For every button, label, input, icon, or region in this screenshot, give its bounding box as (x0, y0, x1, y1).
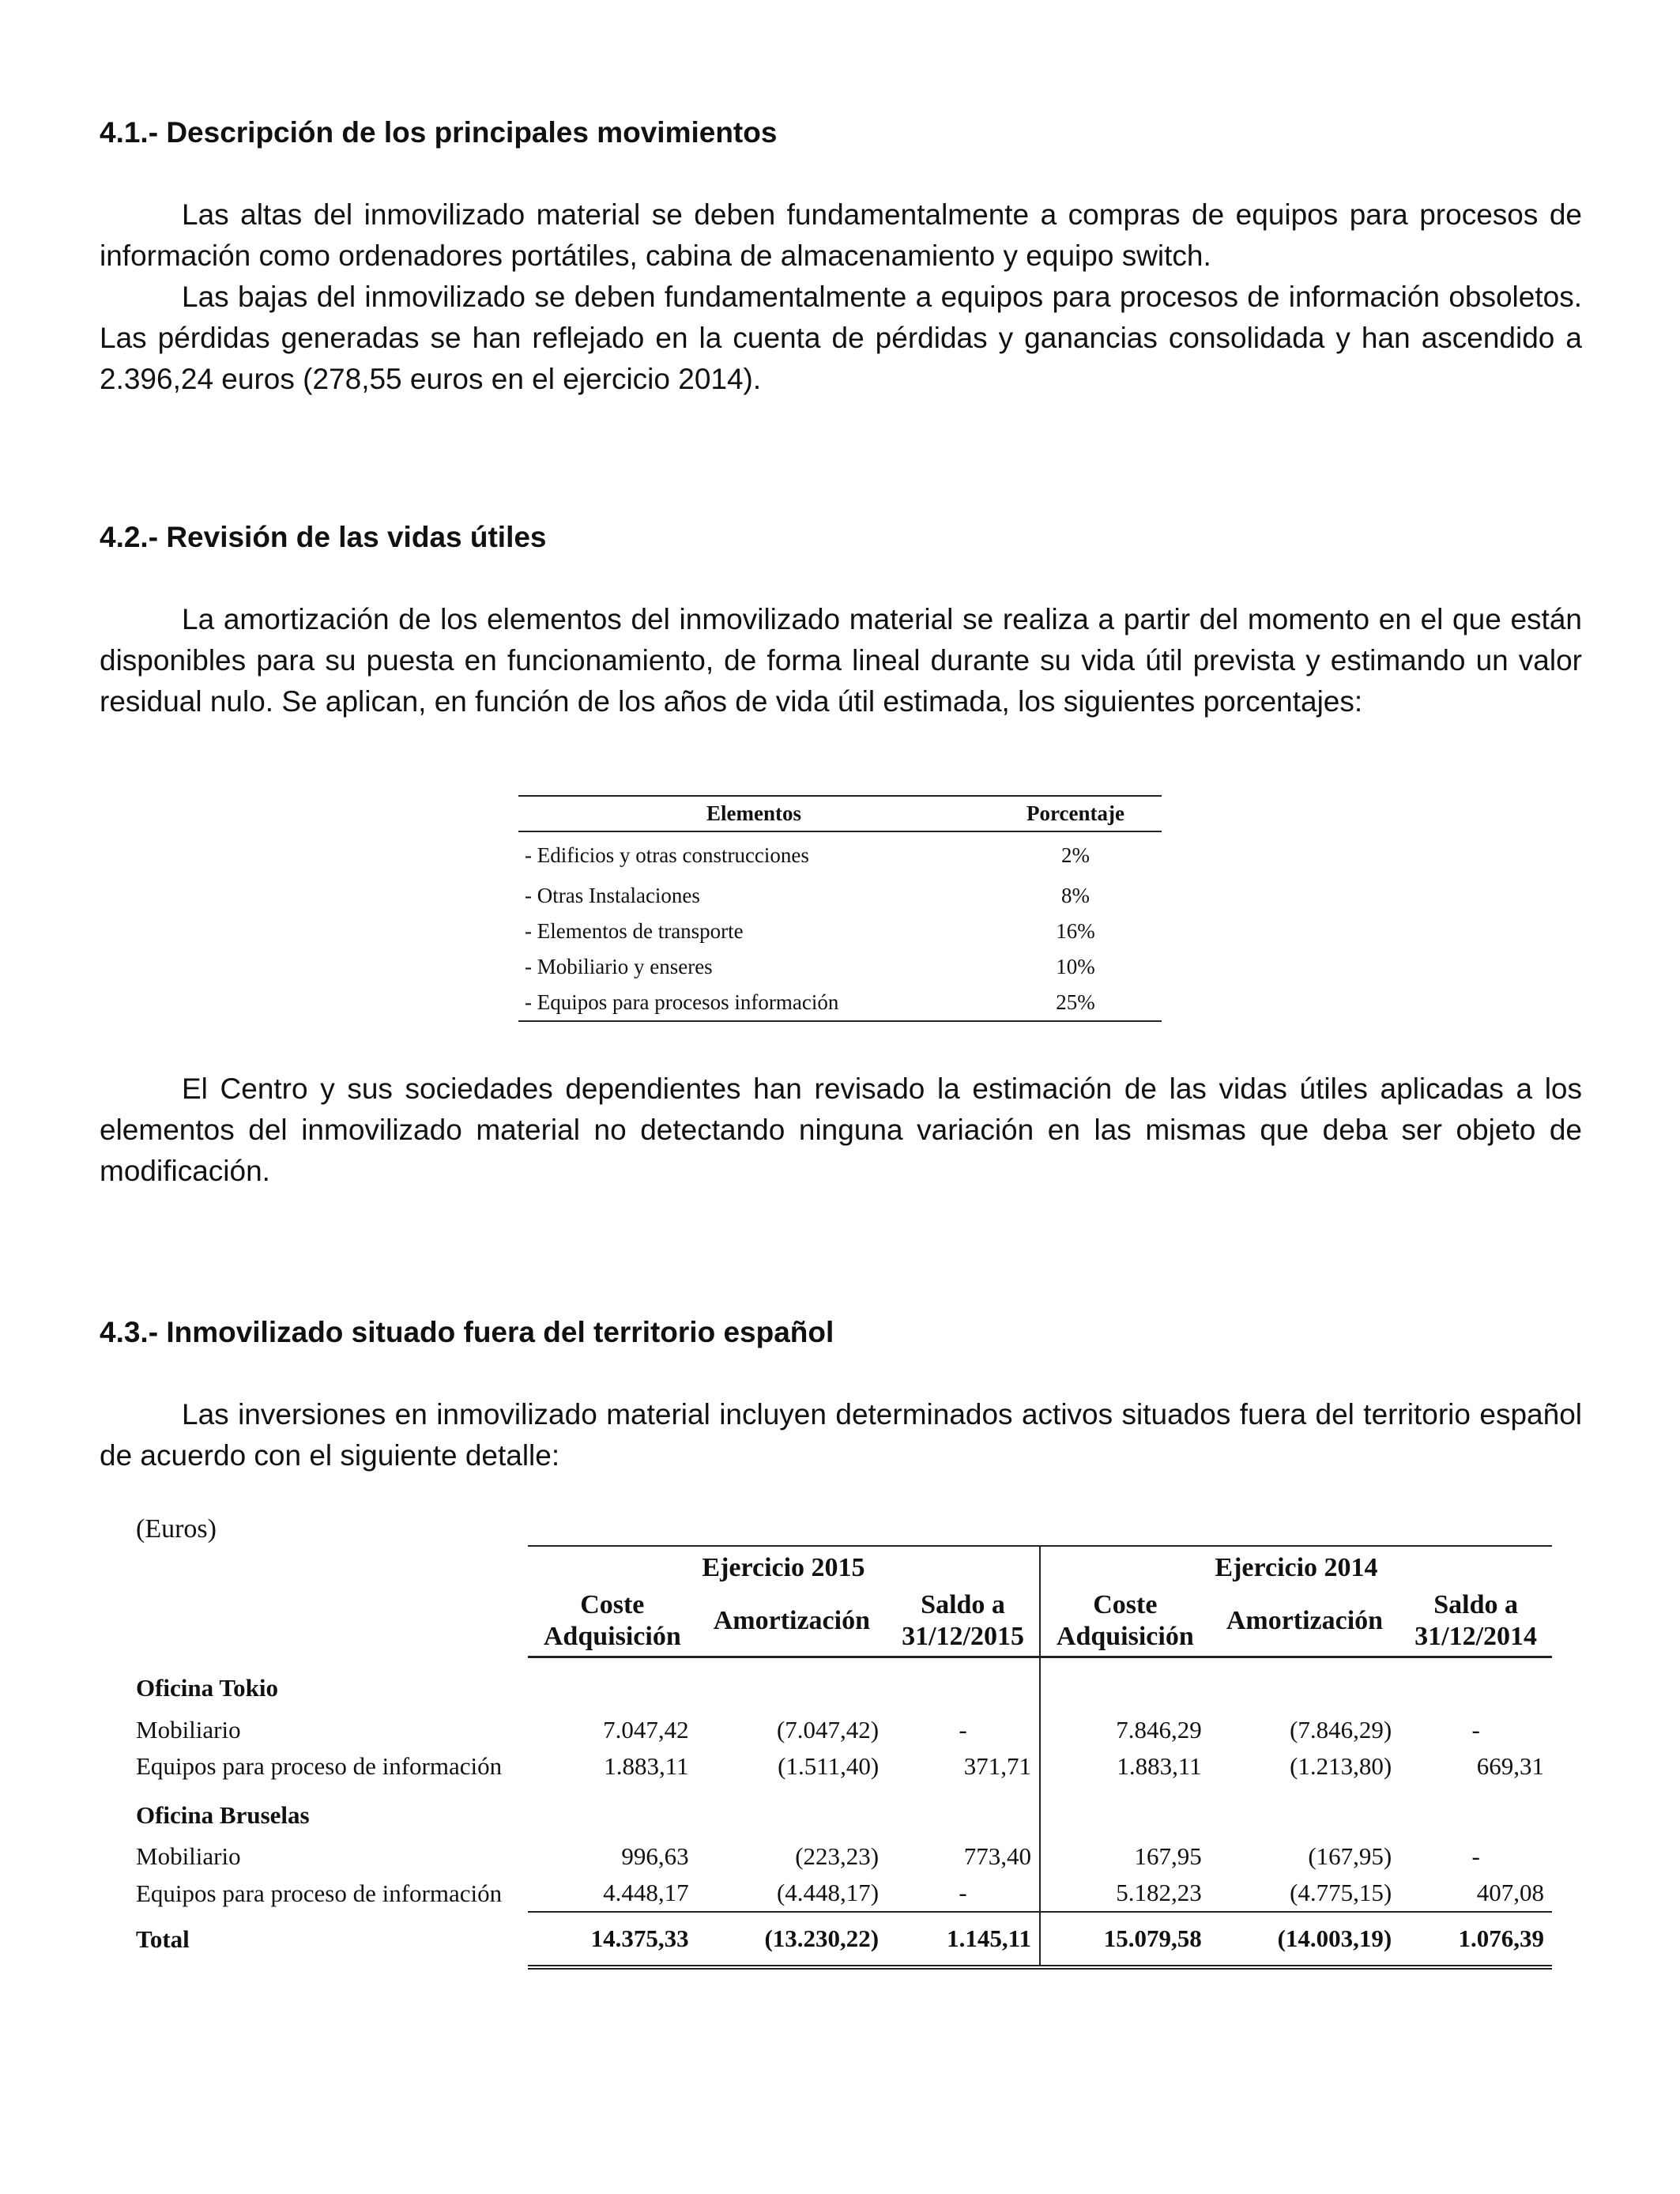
paragraph-revision: El Centro y sus sociedades dependientes han revisado la estimación de las vidas útiles aplicadas a los elementos del inmovilizado material no detectando ninguna variación en las mismas que deba ser objeto de modificación. (100, 1072, 1582, 1187)
porcentaje-cell: 25% (989, 985, 1162, 1021)
value-cell: (7.846,29) (1290, 1716, 1392, 1744)
table-row (518, 914, 1162, 949)
value-cell: 7.047,42 (603, 1716, 689, 1744)
value-cell: - (1471, 1716, 1480, 1744)
total-value-cell: (13.230,22) (697, 1912, 887, 1967)
office-name: Oficina Tokio (136, 1674, 279, 1702)
table-header-row (131, 1589, 1552, 1657)
table-row (518, 985, 1162, 1021)
table-row (131, 1748, 1552, 1785)
office-row-tokio (131, 1657, 1552, 1713)
paragraph-amortizacion: La amortización de los elementos del inmovilizado material se realiza a partir del momento en el que están disponibles para su puesta en funcionamiento, de forma lineal durante su vida útil prevista y estimando un valor residual nulo. Se aplican, en función de los años de vida útil estimada, los siguientes porcentajes: (100, 603, 1582, 718)
porcentaje-cell: 16% (1056, 919, 1095, 943)
value-cell: 1.883,11 (1040, 1748, 1210, 1785)
column-header-amortizacion-2015: Amortización (697, 1589, 887, 1657)
row-label: Equipos para proceso de información (136, 1752, 503, 1780)
row-label: Equipos para proceso de información (136, 1879, 503, 1907)
total-value-cell: 1.076,39 (1399, 1912, 1552, 1967)
office-name: Oficina Bruselas (136, 1801, 310, 1829)
column-header-elementos: Elementos (518, 796, 989, 831)
value-cell: (1.213,80) (1290, 1752, 1392, 1780)
value-cell: 1.883,11 (604, 1752, 689, 1780)
column-header-coste-2015: Coste Adquisición (528, 1589, 697, 1657)
elemento-cell: - Edificios y otras construcciones (525, 843, 809, 867)
elemento-cell: - Otras Instalaciones (525, 884, 700, 907)
depreciation-rates-table (518, 795, 1162, 1022)
paragraph-inversiones: Las inversiones en inmovilizado material incluyen determinados activos situados fuera del territorio español de acuerdo con el siguiente detalle: (100, 1398, 1582, 1472)
value-cell: 371,71 (963, 1752, 1031, 1780)
paragraph-bajas: Las bajas del inmovilizado se deben fundamentalmente a equipos para procesos de información obsoletos. Las pérdidas generadas se han reflejado en la cuenta de pérdidas y ganancias consolidada y han ascendido a 2.396,24 euros (278,55 euros en el ejercicio 2014). (100, 281, 1582, 395)
table-row (131, 1838, 1552, 1875)
value-cell: - (1471, 1842, 1480, 1870)
total-value-cell: 1.145,11 (887, 1912, 1040, 1967)
foreign-assets-table (131, 1545, 1552, 1970)
row-label: Mobiliario (136, 1842, 241, 1870)
units-label: (Euros) (136, 1514, 217, 1544)
value-cell: 773,40 (963, 1842, 1031, 1870)
total-value-cell: 15.079,58 (1040, 1912, 1210, 1967)
value-cell: 407,08 (1476, 1879, 1544, 1906)
table-group-header-row (131, 1546, 1552, 1589)
office-row-bruselas (131, 1785, 1552, 1838)
value-cell: 5.182,23 (1040, 1875, 1210, 1912)
section-heading-4-1: 4.1.- Descripción de los principales movimientos (100, 116, 778, 149)
value-cell: (4.775,15) (1290, 1879, 1392, 1906)
column-header-amortizacion-2014: Amortización (1210, 1589, 1400, 1657)
value-cell: (167,95) (1308, 1842, 1392, 1870)
table-row (518, 831, 1162, 878)
total-row (131, 1912, 1552, 1967)
paragraph-altas: Las altas del inmovilizado material se deben fundamentalmente a compras de equipos para procesos de información como ordenadores portátiles, cabina de almacenamiento y equipo switch. (100, 198, 1582, 272)
table-row (518, 949, 1162, 985)
value-cell: (223,23) (795, 1842, 880, 1870)
section-heading-4-2: 4.2.- Revisión de las vidas útiles (100, 521, 547, 553)
elemento-cell: - Elementos de transporte (525, 919, 744, 943)
value-cell: (7.047,42) (776, 1716, 880, 1744)
value-cell: 4.448,17 (603, 1879, 689, 1906)
row-label: Mobiliario (136, 1716, 241, 1744)
group-header-2014: Ejercicio 2014 (1040, 1546, 1552, 1589)
table-row (131, 1712, 1552, 1748)
group-header-2015: Ejercicio 2015 (528, 1546, 1040, 1589)
total-value-cell: (14.003,19) (1210, 1912, 1400, 1967)
table-row (131, 1875, 1552, 1912)
total-label: Total (136, 1925, 190, 1953)
value-cell: (4.448,17) (776, 1879, 880, 1906)
table-row (518, 878, 1162, 914)
value-cell: - (959, 1879, 967, 1906)
value-cell: 167,95 (1040, 1838, 1210, 1875)
value-cell: - (959, 1716, 967, 1744)
column-header-saldo-2014: Saldo a 31/12/2014 (1399, 1589, 1552, 1657)
value-cell: (1.511,40) (778, 1752, 880, 1780)
porcentaje-cell: 10% (1056, 955, 1095, 978)
value-cell: 996,63 (621, 1842, 689, 1870)
table-header-row (518, 796, 1162, 831)
column-header-porcentaje: Porcentaje (989, 796, 1162, 831)
value-cell: 7.846,29 (1040, 1712, 1210, 1748)
value-cell: 669,31 (1476, 1752, 1544, 1780)
column-header-coste-2014: Coste Adquisición (1040, 1589, 1210, 1657)
column-header-saldo-2015: Saldo a 31/12/2015 (887, 1589, 1040, 1657)
porcentaje-cell: 8% (1061, 884, 1090, 907)
elemento-cell: - Mobiliario y enseres (525, 955, 713, 978)
porcentaje-cell: 2% (1061, 843, 1090, 867)
total-value-cell: 14.375,33 (528, 1912, 697, 1967)
elemento-cell: - Equipos para procesos información (518, 985, 989, 1021)
section-heading-4-3: 4.3.- Inmovilizado situado fuera del territorio español (100, 1316, 834, 1348)
